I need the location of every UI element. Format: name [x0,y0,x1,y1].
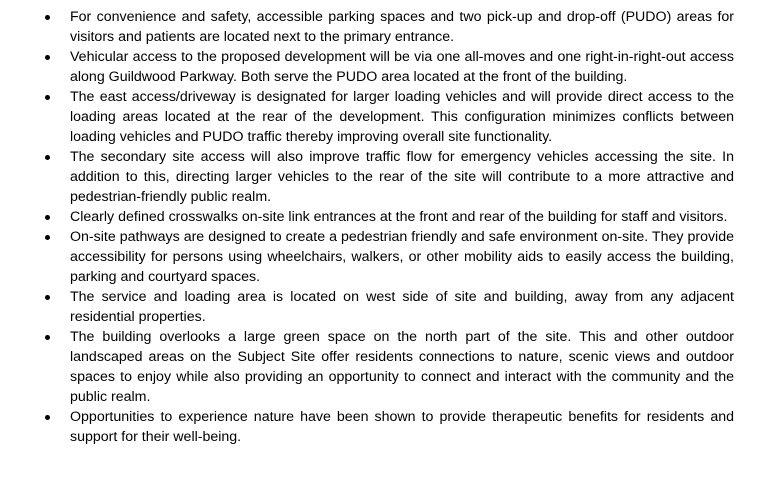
bullet-icon [45,15,50,20]
bullet-icon [45,295,50,300]
document-page [0,7,760,447]
list-item [0,227,760,287]
list-item [0,47,760,87]
list-item [0,327,760,407]
list-item-text: Clearly defined crosswalks on-site link entrances at the front and rear of the building for staff and visitors. [70,209,728,225]
list-item-text: On-site pathways are designed to create a pedestrian friendly and safe environment on-site. They provide accessibility for persons using wheelchairs, walkers, or other mobility aids to easily access the building, parking and courtyard spaces. [70,229,734,285]
list-item-text: The secondary site access will also improve traffic flow for emergency vehicles accessing the site. In addition to this, directing larger vehicles to the rear of the site will contribute to a more attractive and pedestrian-friendly public realm. [70,149,734,205]
bullet-list [0,7,760,447]
bullet-icon [45,95,50,100]
list-item-text: The service and loading area is located on west side of site and building, away from any adjacent residential properties. [70,289,734,325]
list-item [0,287,760,327]
list-item-text: For convenience and safety, accessible parking spaces and two pick-up and drop-off (PUDO) areas for visitors and patients are located next to the primary entrance. [70,9,734,45]
list-item [0,407,760,447]
list-item-text: The building overlooks a large green space on the north part of the site. This and other outdoor landscaped areas on the Subject Site offer residents connections to nature, scenic views and outdoor spaces to enjoy while also providing an opportunity to connect and interact with the community and the public realm. [70,329,734,405]
list-item [0,87,760,147]
bullet-icon [45,235,50,240]
list-item [0,7,760,47]
list-item-text: Vehicular access to the proposed development will be via one all-moves and one right-in-right-out access along Guildwood Parkway. Both serve the PUDO area located at the front of the building. [70,49,734,85]
list-item-text: The east access/driveway is designated for larger loading vehicles and will provide direct access to the loading areas located at the rear of the development. This configuration minimizes conflicts between loading vehicles and PUDO traffic thereby improving overall site functionality. [70,89,734,145]
bullet-icon [45,215,50,220]
bullet-icon [45,415,50,420]
list-item [0,207,760,227]
list-item [0,147,760,207]
list-item-text: Opportunities to experience nature have been shown to provide therapeutic benefits for residents and support for their well-being. [70,409,734,445]
bullet-icon [45,335,50,340]
bullet-icon [45,55,50,60]
bullet-icon [45,155,50,160]
